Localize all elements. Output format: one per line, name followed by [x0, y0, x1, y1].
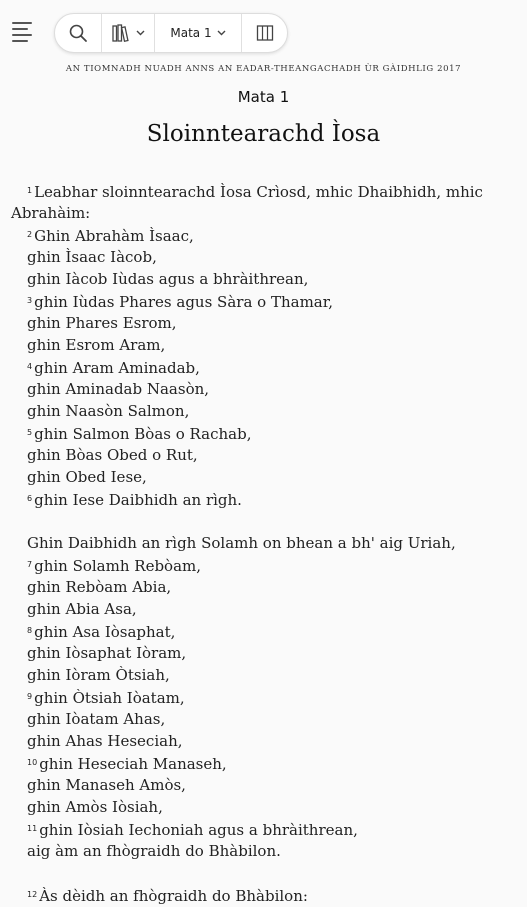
verse-line: ghin Bòas Obed o Rut, — [27, 446, 198, 464]
verse-number: 2 — [27, 230, 33, 239]
verse-number: 12 — [27, 890, 38, 899]
verse-number: 1 — [27, 186, 33, 195]
scripture-text — [0, 180, 527, 906]
stanza-gap — [0, 510, 527, 532]
chevron-down-icon — [136, 30, 145, 36]
verse-line: Abrahàim: — [11, 204, 91, 222]
section-heading: Sloinntearachd Ìosa — [146, 121, 381, 147]
verse-line: $^{12}$ Às dèidh an fhògraidh do Bhàbilon: — [27, 887, 308, 905]
verse-line: $^1$ Leabhar sloinntearachd Ìosa Crìosd, mhic Dhaibhidh, mhic — [27, 183, 483, 201]
verse-line: ghin Ahas Heseciah, — [27, 732, 183, 750]
verse-line: ghin Iòsaphat Iòram, — [27, 644, 187, 662]
verse-line: ghin Naasòn Salmon, — [27, 402, 190, 420]
verse-line: ghin Rebòam Abia, — [27, 578, 172, 596]
verse-number: 6 — [27, 494, 33, 503]
verse-line: $^2$ Ghin Abrahàm Ìsaac, — [27, 227, 194, 245]
verse-line: ghin Iòatam Ahas, — [27, 710, 166, 728]
verse-line: ghin Ìsaac Iàcob, — [27, 248, 157, 266]
verse-line: ghin Abia Asa, — [27, 600, 137, 618]
reader-toolbar — [54, 13, 288, 53]
verse-line: $^9$ ghin Òtsiah Iòatam, — [27, 689, 185, 707]
search-icon — [68, 23, 88, 43]
verse-line: $^7$ ghin Solamh Rebòam, — [27, 557, 202, 575]
verse-line: ghin Obed Iese, — [27, 468, 147, 486]
verse-number: 3 — [27, 296, 33, 305]
search-button[interactable] — [55, 14, 101, 52]
verse-number: 10 — [27, 758, 38, 767]
chapter-label: Mata 1 — [237, 88, 290, 106]
verse-line: ghin Iàcob Iùdas agus a bhràithrean, — [27, 270, 309, 288]
verse-line: Ghin Daibhidh an rìgh Solamh on bhean a bh' aig Uriah, — [27, 534, 456, 552]
verse-line: ghin Aminadab Naasòn, — [27, 380, 210, 398]
verse-line: $^{11}$ ghin Iòsiah Iechoniah agus a bhràithrean, — [27, 821, 358, 839]
books-menu-button[interactable] — [102, 14, 154, 52]
verse-line: $^4$ ghin Aram Aminadab, — [27, 359, 200, 377]
verse-line: $^{10}$ ghin Heseciah Manaseh, — [27, 755, 227, 773]
stanza-gap — [0, 862, 527, 884]
verse-number: 11 — [27, 824, 38, 833]
verse-line: ghin Amòs Iòsiah, — [27, 798, 163, 816]
verse-number: 4 — [27, 362, 33, 371]
verse-line: ghin Esrom Aram, — [27, 336, 166, 354]
menu-button[interactable] — [12, 18, 38, 46]
chapter-selector[interactable] — [155, 14, 241, 52]
version-title: AN TIOMNADH NUADH ANNS AN EADAR-THEANGACHADH ÙR GÀIDHLIG 2017 — [65, 64, 462, 74]
verse-line: ghin Iòram Òtsiah, — [27, 666, 170, 684]
verse-number: 9 — [27, 692, 33, 701]
columns-button[interactable] — [242, 14, 287, 52]
verse-line: aig àm an fhògraidh do Bhàbilon. — [27, 842, 281, 860]
verse-line: $^5$ ghin Salmon Bòas o Rachab, — [27, 425, 252, 443]
chapter-selector-label: Mata 1 — [170, 26, 212, 40]
chevron-down-icon — [217, 30, 226, 36]
bookshelf-icon — [111, 23, 133, 43]
verse-line: ghin Phares Esrom, — [27, 314, 177, 332]
verse-line: $^6$ ghin Iese Daibhidh an rìgh. — [27, 491, 242, 509]
verse-line: ghin Manaseh Amòs, — [27, 776, 186, 794]
verse-number: 5 — [27, 428, 33, 437]
verse-number: 7 — [27, 560, 33, 569]
verse-line: $^3$ ghin Iùdas Phares agus Sàra o Thamar, — [27, 293, 334, 311]
verse-line: $^8$ ghin Asa Iòsaphat, — [27, 623, 176, 641]
columns-icon — [255, 23, 275, 43]
verse-number: 8 — [27, 626, 33, 635]
